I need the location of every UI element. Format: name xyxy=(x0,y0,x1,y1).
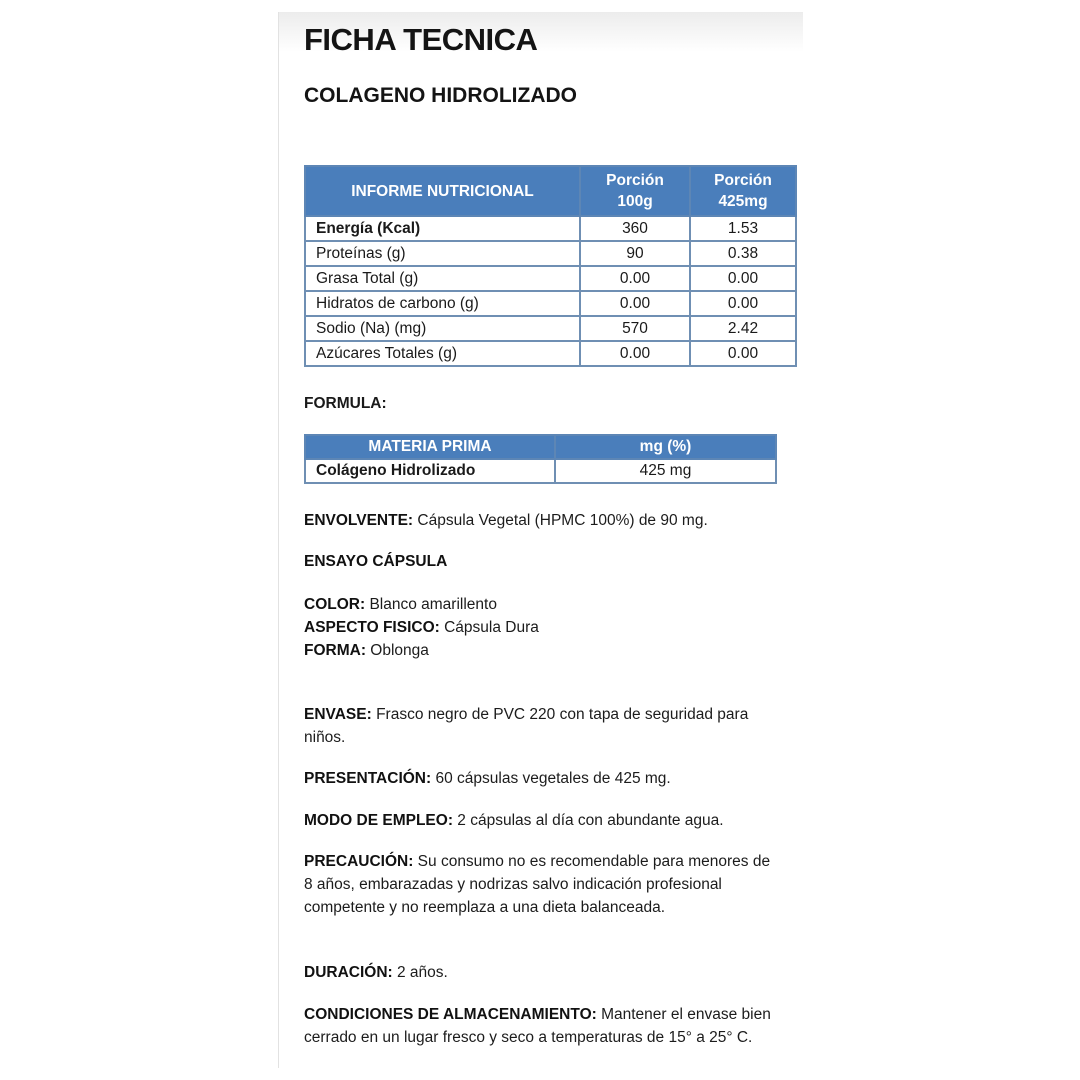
envolvente-text: Cápsula Vegetal (HPMC 100%) de 90 mg. xyxy=(413,512,708,529)
nutrient-value-425mg: 2.42 xyxy=(690,316,796,341)
duracion-info xyxy=(304,961,774,984)
ensayo-capsula-heading xyxy=(304,550,774,573)
modo-empleo-text: 2 cápsulas al día con abundante agua. xyxy=(452,812,724,829)
ingredient-amount: 425 mg xyxy=(555,459,776,483)
envase-info xyxy=(304,703,774,749)
nutrient-value-100g: 570 xyxy=(580,316,690,341)
table-row xyxy=(305,316,796,341)
color-text: Blanco amarillento xyxy=(365,596,497,613)
table-row xyxy=(305,216,796,241)
nutrition-header-label-text: INFORME NUTRICIONAL xyxy=(351,182,534,200)
nutrition-table-header xyxy=(305,166,796,216)
nutrition-table xyxy=(304,165,797,367)
duracion-label: DURACIÓN: xyxy=(304,964,393,981)
presentacion-text: 60 cápsulas vegetales de 425 mg. xyxy=(431,770,671,787)
condiciones-label: CONDICIONES DE ALMACENAMIENTO: xyxy=(304,1006,597,1023)
aspecto-fisico-label: ASPECTO FISICO: xyxy=(304,619,440,636)
forma-text: Oblonga xyxy=(366,642,429,659)
table-row xyxy=(305,459,776,483)
precaucion-info xyxy=(304,850,774,919)
condiciones-text: Mantener el envase bien cerrado en un lugar fresco y seco a temperaturas de 15° a 25° C. xyxy=(304,1006,771,1046)
forma-label: FORMA: xyxy=(304,642,366,659)
nutrient-label: Hidratos de carbono (g) xyxy=(305,291,580,316)
color-label: COLOR: xyxy=(304,596,366,613)
nutrient-value-100g: 90 xyxy=(580,241,690,266)
nutrient-label: Sodio (Na) (mg) xyxy=(305,316,580,341)
nutrient-label: Azúcares Totales (g) xyxy=(305,341,580,366)
nutrient-value-100g: 0.00 xyxy=(580,266,690,291)
presentacion-info xyxy=(304,767,774,790)
nutrition-header-425mg-line1: Porción xyxy=(714,172,772,189)
modo-empleo-info xyxy=(304,809,774,832)
nutrient-value-425mg: 0.00 xyxy=(690,291,796,316)
modo-empleo-label: MODO DE EMPLEO: xyxy=(304,812,453,829)
table-row xyxy=(305,266,796,291)
table-row xyxy=(305,341,796,366)
nutrient-label: Energía (Kcal) xyxy=(305,216,580,241)
table-row xyxy=(305,241,796,266)
nutrition-header-100g xyxy=(580,166,690,216)
duracion-text: 2 años. xyxy=(392,964,448,981)
nutrition-header-100g-line1: Porción xyxy=(606,172,664,189)
table-row xyxy=(305,291,796,316)
formula-header-amount: mg (%) xyxy=(555,435,776,459)
presentacion-label: PRESENTACIÓN: xyxy=(304,770,432,787)
nutrient-label: Grasa Total (g) xyxy=(305,266,580,291)
nutrient-value-425mg: 0.00 xyxy=(690,341,796,366)
document-title: FICHA TECNICA xyxy=(304,22,538,57)
condiciones-info xyxy=(304,1003,774,1049)
envase-text: Frasco negro de PVC 220 con tapa de seguridad para niños. xyxy=(304,706,749,746)
nutrient-value-100g: 0.00 xyxy=(580,341,690,366)
formula-table-header xyxy=(305,435,776,459)
capsule-properties xyxy=(304,593,774,662)
formula-header-ingredient: MATERIA PRIMA xyxy=(305,435,555,459)
precaucion-label: PRECAUCIÓN: xyxy=(304,853,414,870)
ensayo-capsula-label: ENSAYO CÁPSULA xyxy=(304,553,448,570)
nutrient-value-100g: 0.00 xyxy=(580,291,690,316)
envolvente-label: ENVOLVENTE: xyxy=(304,512,414,529)
nutrient-value-425mg: 0.00 xyxy=(690,266,796,291)
aspecto-fisico-text: Cápsula Dura xyxy=(439,619,539,636)
nutrition-header-425mg-line2: 425mg xyxy=(718,193,768,210)
precaucion-text: Su consumo no es recomendable para menores de 8 años, embarazadas y nodrizas salvo indicación profesional competente y no reemplaza a una dieta balanceada. xyxy=(304,853,771,916)
nutrient-value-425mg: 1.53 xyxy=(690,216,796,241)
nutrient-value-425mg: 0.38 xyxy=(690,241,796,266)
product-name: COLAGENO HIDROLIZADO xyxy=(304,84,577,107)
nutrition-header-425mg xyxy=(690,166,796,216)
nutrition-header-100g-line2: 100g xyxy=(617,193,653,210)
formula-label: FORMULA: xyxy=(304,395,387,412)
ingredient-name: Colágeno Hidrolizado xyxy=(305,459,555,483)
document-page[interactable] xyxy=(278,12,803,1068)
nutrient-value-100g: 360 xyxy=(580,216,690,241)
envase-label: ENVASE: xyxy=(304,706,372,723)
formula-table xyxy=(304,434,777,484)
nutrition-header-label xyxy=(305,166,580,216)
envolvente-info xyxy=(304,509,774,532)
nutrient-label: Proteínas (g) xyxy=(305,241,580,266)
